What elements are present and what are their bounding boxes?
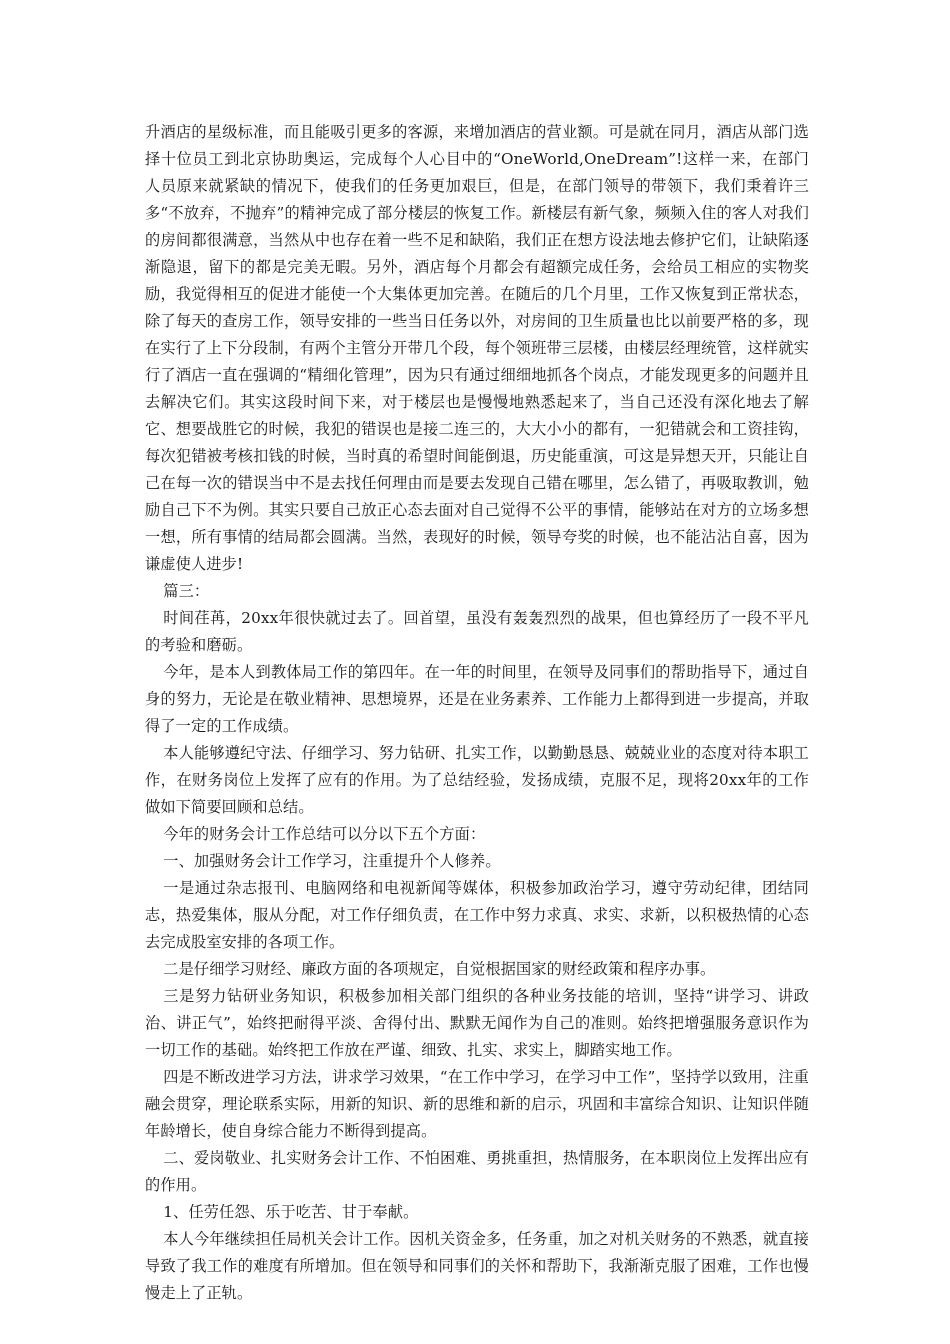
paragraph-item-three: 三是努力钻研业务知识，积极参加相关部门组织的各种业务技能的培训，坚持“讲学习、讲政治、讲正气”，始终把耐得平淡、舍得付出、默默无闻作为自己的准则。始终把增强服务意识作为一切工作的基础。始终把工作放在严谨、细致、扎实、求实上，脚踏实地工作。 xyxy=(145,987,809,1059)
heading-point-two: 二、爱岗敬业、扎实财务会计工作、不怕困难、勇挑重担，热情服务，在本职岗位上发挥出应有的作用。 xyxy=(145,1149,809,1194)
paragraph-attitude: 本人能够遵纪守法、仔细学习、努力钻研、扎实工作，以勤勤恳恳、兢兢业业的态度对待本职工作，在财务岗位上发挥了应有的作用。为了总结经验，发扬成绩，克服不足，现将20xx年的工作做如下简要回顾和总结。 xyxy=(145,744,809,816)
heading-point-one: 一、加强财务会计工作学习，注重提升个人修养。 xyxy=(163,852,501,870)
paragraph-accounting-work: 本人今年继续担任局机关会计工作。因机关资金多，任务重，加之对机关财务的不熟悉，就直接导致了我工作的难度有所增加。但在领导和同事们的关怀和帮助下，我渐渐克服了困难，工作也慢慢走上了正轨。 xyxy=(145,1230,809,1302)
paragraph-five-aspects: 今年的财务会计工作总结可以分以下五个方面： xyxy=(163,825,486,843)
subheading-one: 1、任劳任怨、乐于吃苦、甘于奉献。 xyxy=(163,1203,419,1221)
section-heading-part-three: 篇三： xyxy=(163,582,210,600)
document-body xyxy=(145,119,809,1307)
paragraph-hotel-work: 升酒店的星级标准，而且能吸引更多的客源，来增加酒店的营业额。可是就在同月，酒店从部门选择十位员工到北京协助奥运，完成每个人心目中的“OneWorld,OneDream”!这样一来，在部门人员原来就紧缺的情况下，使我们的任务更加艰巨，但是，在部门领导的带领下，我们秉着许三多“不放弃，不抛弃”的精神完成了部分楼层的恢复工作。新楼层有新气象，频频入住的客人对我们的房间都很满意，当然从中也存在着一些不足和缺陷，我们正在想方设法地去修护它们，让缺陷逐渐隐退，留下的都是完美无暇。另外，酒店每个月都会有超额完成任务，会给员工相应的实物奖励，我觉得相互的促进才能使一个大集体更加完善。在随后的几个月里，工作又恢复到正常状态，除了每天的查房工作，领导安排的一些当日任务以外，对房间的卫生质量也比以前要严格的多，现在实行了上下分段制，有两个主管分开带几个段，每个领班带三层楼，由楼层经理统管，这样就实行了酒店一直在强调的“精细化管理”，因为只有通过细细地抓各个岗点，才能发现更多的问题并且去解决它们。其实这段时间下来，对于楼层也是慢慢地熟悉起来了，当自己还没有深化地去了解它、想要战胜它的时候，我犯的错误也是接二连三的，大大小小的都有，一犯错就会和工资挂钩，每次犯错被考核扣钱的时候，当时真的希望时间能倒退，历史能重演，可这是异想天开，只能让自己在每一次的错误当中不是去找任何理由而是要去发现自己错在哪里，怎么错了，再吸取教训，勉励自己下不为例。其实只要自己放正心态去面对自己觉得不公平的事情，能够站在对方的立场多想一想，所有事情的结局都会圆满。当然，表现好的时候，领导夸奖的时候，也不能沾沾自喜，因为谦虚使人进步! xyxy=(145,123,809,573)
paragraph-item-two: 二是仔细学习财经、廉政方面的各项规定，自觉根据国家的财经政策和程序办事。 xyxy=(163,960,716,978)
paragraph-item-one: 一是通过杂志报刊、电脑网络和电视新闻等媒体，积极参加政治学习，遵守劳动纪律，团结同志，热爱集体，服从分配，对工作仔细负责，在工作中努力求真、求实、求新，以积极热情的心态去完成股室安排的各项工作。 xyxy=(145,879,809,951)
paragraph-fourth-year: 今年，是本人到教体局工作的第四年。在一年的时间里，在领导及同事们的帮助指导下，通过自身的努力，无论是在敬业精神、思想境界，还是在业务素养、工作能力上都得到进一步提高，并取得了一定的工作成绩。 xyxy=(145,663,809,735)
paragraph-intro: 时间荏苒，20xx年很快就过去了。回首望，虽没有轰轰烈烈的战果，但也算经历了一段不平凡的考验和磨砺。 xyxy=(145,609,809,654)
paragraph-item-four: 四是不断改进学习方法，讲求学习效果，“在工作中学习，在学习中工作”，坚持学以致用，注重融会贯穿，理论联系实际，用新的知识、新的思维和新的启示，巩固和丰富综合知识、让知识伴随年龄增长，使自身综合能力不断得到提高。 xyxy=(145,1068,809,1140)
